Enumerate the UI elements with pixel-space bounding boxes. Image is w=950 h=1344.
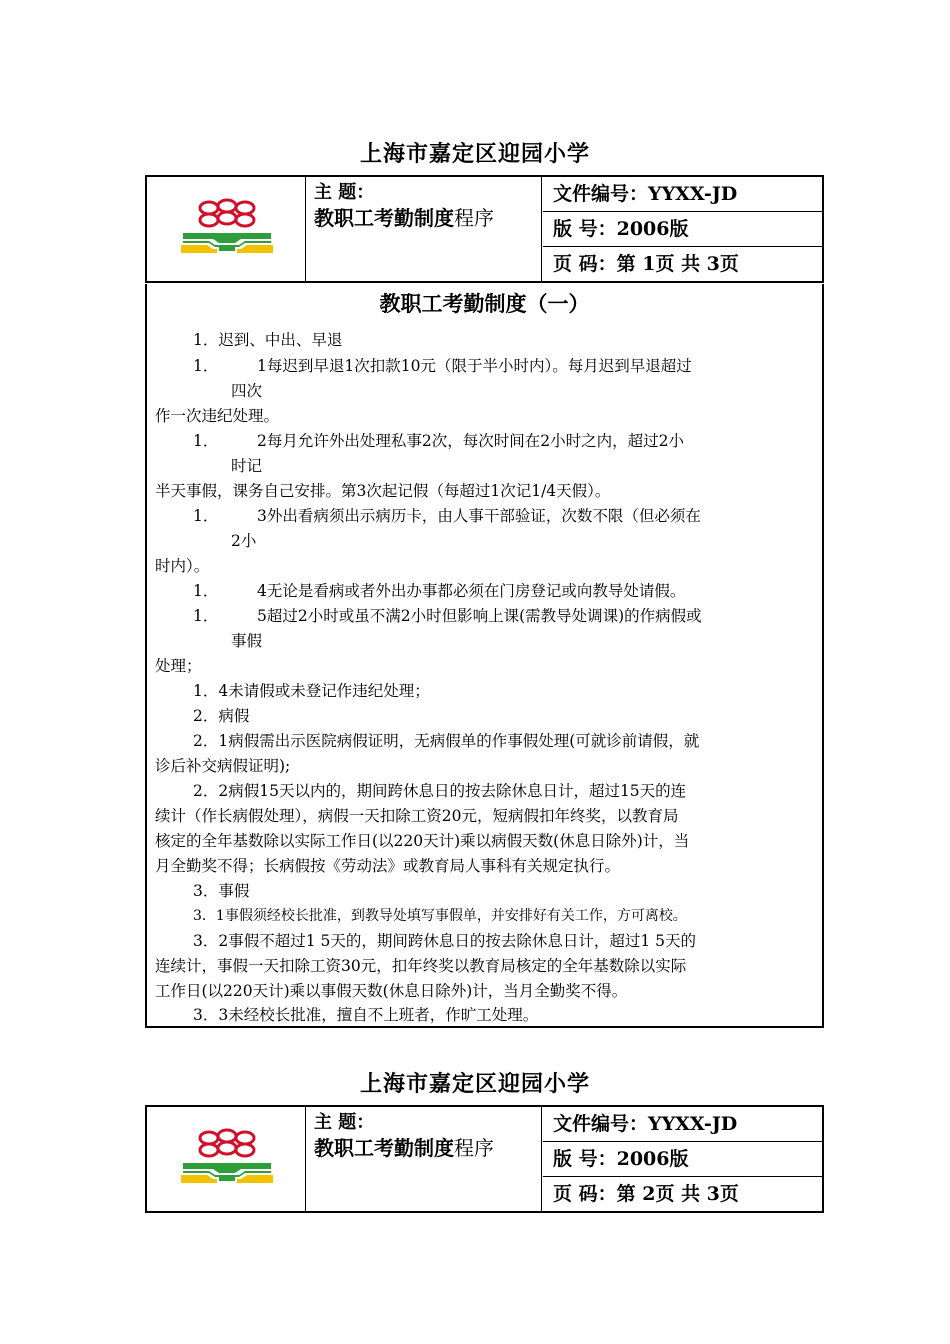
item-1-6: 1．4未请假或未登记作违纪处理； [193,682,430,700]
content-box [145,284,824,1028]
subject-title: 教职工考勤制度程序 [314,1136,494,1160]
file-number: 文件编号：YYXX-JD [543,1107,822,1142]
item-1-4: 1． 4无论是看病或者外出办事都必须在门房登记或向教导处请假。 [193,582,686,600]
item-2-1-cont: 诊后补交病假证明); [155,757,291,775]
item-2-2-line2: 续计（作长病假处理），病假一天扣除工资20元，短病假扣年终奖，以教育局 [155,807,679,825]
meta-cell [543,1107,822,1211]
page-number: 页 码：第 1页 共 3页 [553,253,739,275]
item-3-1: 3．1事假须经校长批准，到教导处填写事假单，并安排好有关工作，方可离校。 [193,908,687,924]
item-1-3: 1． 3外出看病须出示病历卡，由人事干部验证，次数不限（但必须在 [193,507,701,525]
school-name-page2: 上海市嘉定区迎园小学 [359,1071,590,1097]
item-3-2: 3．2事假不超过1 5天的，期间跨休息日的按去除休息日计，超过1 5天的 [193,932,697,950]
school-name: 上海市嘉定区迎园小学 [359,141,590,167]
section-3-heading: 3．事假 [193,882,250,900]
item-2-2-line4: 月全勤奖不得；长病假按《劳动法》或教育局人事科有关规定执行。 [155,857,621,875]
subject-label: 主 题： [314,1112,375,1133]
item-2-1: 2．1病假需出示医院病假证明，无病假单的作事假处理(可就诊前请假，就 [193,732,700,750]
item-1-2-wrap: 时记 [231,457,263,475]
document-title: 教职工考勤制度（一） [379,291,590,316]
item-2-2-line3: 核定的全年基数除以实际工作日(以220天计)乘以病假天数(休息日除外)计，当 [155,832,690,850]
item-1-5-wrap: 事假 [231,632,263,650]
item-1-5-cont: 处理； [155,657,202,675]
item-1-1-wrap: 四次 [231,382,263,400]
item-2-2: 2．2病假15天以内的，期间跨休息日的按去除休息日计，超过15天的连 [193,782,687,800]
item-3-2-line3: 工作日(以220天计)乘以事假天数(休息日除外)计，当月全勤奖不得。 [155,982,628,1000]
item-3-3: 3．3未经校长批准，擅自不上班者，作旷工处理。 [193,1006,539,1024]
logo-cell [147,1107,306,1211]
section-2-heading: 2．病假 [193,707,250,725]
school-logo-icon [147,1107,305,1211]
subject-cell [306,1107,542,1211]
version-number: 版 号：2006版 [543,1142,822,1177]
logo-cell [147,177,306,281]
section-1-heading: 1．迟到、中出、早退 [193,331,343,349]
item-1-5: 1． 5超过2小时或虽不满2小时但影响上课(需教导处调课)的作病假或 [193,607,702,625]
item-1-3-cont: 时内）。 [155,557,210,575]
header-table [145,175,824,283]
item-1-3-wrap: 2小 [231,532,257,550]
item-1-1-cont: 作一次违纪处理。 [155,407,280,425]
meta-cell [543,177,822,281]
subject-label: 主 题： [314,182,375,203]
file-number: 文件编号：YYXX-JD [543,177,822,212]
item-1-2: 1． 2每月允许外出处理私事2次，每次时间在2小时之内，超过2小 [193,432,684,450]
version-number: 版 号：2006版 [543,212,822,247]
school-logo-icon [147,177,305,281]
page-number: 页 码：第 2页 共 3页 [553,1183,739,1205]
header-table-page2 [145,1105,824,1213]
subject-cell [306,177,542,281]
item-1-1: 1． 1每迟到早退1次扣款10元（限于半小时内）。每月迟到早退超过 [193,357,692,375]
item-3-2-line2: 连续计，事假一天扣除工资30元，扣年终奖以教育局核定的全年基数除以实际 [155,957,687,975]
subject-title: 教职工考勤制度程序 [314,206,494,230]
item-1-2-cont: 半天事假，课务自己安排。第3次起记假（每超过1次记1/4天假）。 [155,482,611,500]
